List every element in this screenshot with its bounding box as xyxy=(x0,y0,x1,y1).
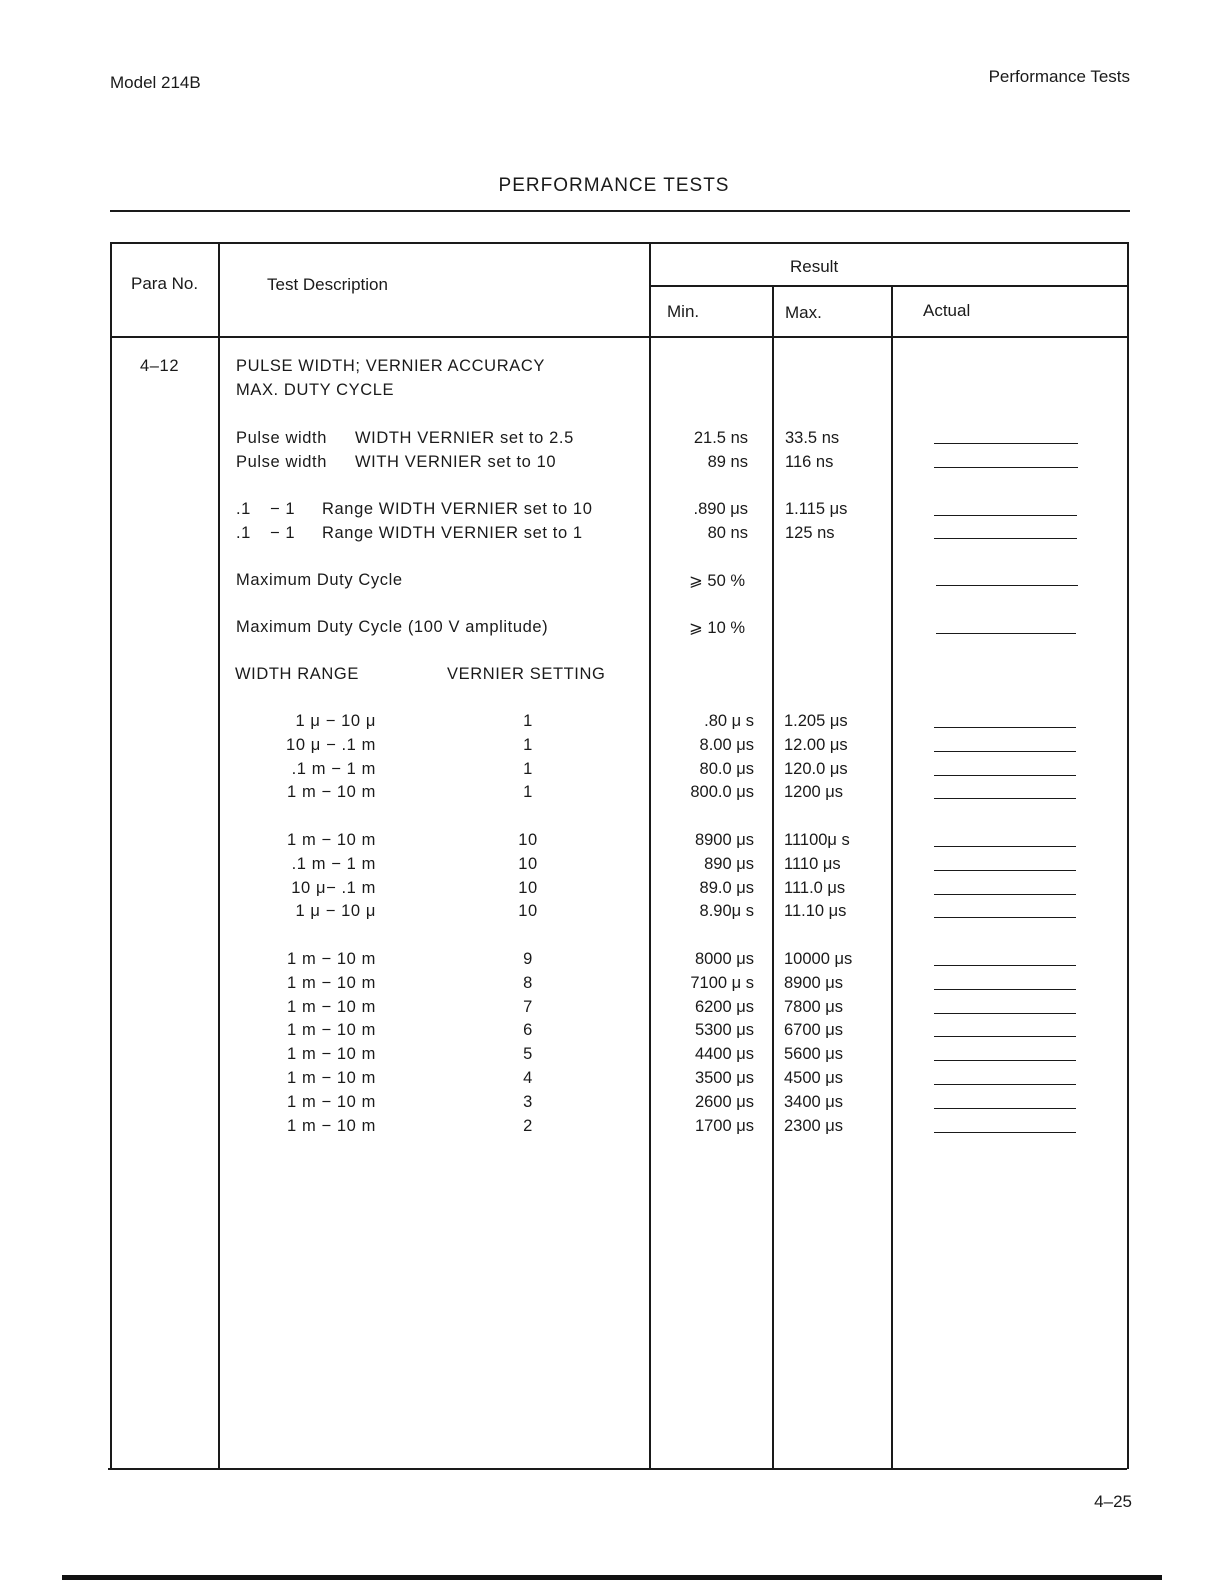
max-value: 33.5 ns xyxy=(785,429,840,447)
scan-edge-bar xyxy=(62,1575,1162,1580)
max-value: 1.115 μs xyxy=(785,500,848,518)
actual-entry-line xyxy=(934,798,1076,799)
row-label: Maximum Duty Cycle (100 V amplitude) xyxy=(236,618,549,636)
table-right-border xyxy=(1127,242,1129,1469)
vernier-setting: 1 xyxy=(523,759,533,778)
width-range: .1 m − 1 m xyxy=(291,759,376,778)
width-range: 1 m − 10 m xyxy=(287,973,376,992)
max-value: 1200 μs xyxy=(784,783,844,802)
actual-entry-line xyxy=(934,1132,1076,1133)
min-value: 2600 μs xyxy=(694,1092,754,1111)
actual-entry-line xyxy=(934,870,1076,871)
min-value: 21.5 ns xyxy=(693,429,748,447)
max-value: 10000 μs xyxy=(784,950,853,968)
min-value: 1700 μs xyxy=(694,1116,754,1135)
model-label: Model 214B xyxy=(110,73,201,92)
min-value: 6200 μs xyxy=(694,997,754,1016)
min-value: 89.0 μs xyxy=(699,878,754,897)
width-range: 1 m − 10 m xyxy=(287,1092,376,1111)
row-label: Pulse width xyxy=(236,429,327,447)
actual-entry-line xyxy=(934,917,1076,918)
vernier-setting: 10 xyxy=(518,854,538,873)
width-range: 1 m − 10 m xyxy=(287,997,376,1016)
width-range: 1 m − 10 m xyxy=(287,831,376,849)
col-max-header: Max. xyxy=(785,303,822,322)
width-range: .1 m − 1 m xyxy=(291,854,376,873)
width-range: 1 m − 10 m xyxy=(287,1116,376,1135)
min-value: .890 μs xyxy=(693,500,748,518)
width-range: 1 m − 10 m xyxy=(287,783,376,802)
width-range: 1 m − 10 m xyxy=(287,1069,376,1087)
max-value: 11100μ s xyxy=(784,831,850,849)
max-value: 116 ns xyxy=(785,453,834,471)
min-col-divider xyxy=(772,286,774,1469)
actual-entry-line xyxy=(934,1013,1076,1014)
max-value: 8900 μs xyxy=(784,973,844,992)
row-label: Maximum Duty Cycle xyxy=(236,571,403,589)
range-start: .1 xyxy=(236,524,251,542)
min-value: ⩾ 50 % xyxy=(689,572,746,590)
page-number: 4–25 xyxy=(1094,1492,1132,1511)
max-value: 2300 μs xyxy=(784,1116,844,1135)
row-setting: WIDTH VERNIER set to 2.5 xyxy=(355,429,574,447)
min-value: 7100 μ s xyxy=(690,973,754,992)
max-value: 7800 μs xyxy=(784,997,844,1016)
width-range: 10 μ − .1 m xyxy=(286,735,376,754)
width-range: 1 μ − 10 μ xyxy=(295,902,376,921)
max-value: 5600 μs xyxy=(784,1045,844,1064)
result-divider xyxy=(650,285,1129,287)
vernier-setting: 1 xyxy=(523,783,533,802)
header-bottom-border xyxy=(110,336,1129,338)
width-range: 1 m − 10 m xyxy=(287,1021,376,1040)
min-value: 8900 μs xyxy=(694,831,754,849)
width-range: 10 μ− .1 m xyxy=(291,878,376,897)
vernier-setting: 9 xyxy=(523,950,533,968)
min-value: .80 μ s xyxy=(704,712,754,730)
min-value: 80.0 μs xyxy=(699,759,754,778)
vernier-setting: 6 xyxy=(523,1021,533,1040)
col-result-header: Result xyxy=(790,257,839,276)
actual-entry-line xyxy=(934,515,1077,516)
para-number: 4–12 xyxy=(140,357,180,375)
width-range-subheader: WIDTH RANGE xyxy=(235,665,359,683)
vernier-setting: 10 xyxy=(518,831,538,849)
min-value: 89 ns xyxy=(707,453,748,471)
actual-entry-line xyxy=(936,585,1078,586)
range-start: .1 xyxy=(236,500,251,518)
actual-entry-line xyxy=(934,727,1076,728)
min-value: 8.00 μs xyxy=(699,735,754,754)
vernier-setting: 8 xyxy=(523,973,533,992)
vernier-setting: 4 xyxy=(523,1069,533,1087)
actual-entry-line xyxy=(934,965,1076,966)
section-label: Performance Tests xyxy=(988,67,1130,86)
actual-entry-line xyxy=(934,467,1078,468)
min-value: 80 ns xyxy=(707,524,748,542)
test-heading-line-1: PULSE WIDTH; VERNIER ACCURACY xyxy=(236,357,545,375)
actual-entry-line xyxy=(934,894,1076,895)
actual-entry-line xyxy=(934,989,1076,990)
actual-entry-line xyxy=(934,846,1076,847)
width-range: 1 m − 10 m xyxy=(287,1045,376,1064)
max-value: 4500 μs xyxy=(784,1069,844,1087)
vernier-setting-subheader: VERNIER SETTING xyxy=(447,665,606,683)
min-value: 800.0 μs xyxy=(690,783,754,802)
actual-entry-line xyxy=(934,1084,1076,1085)
vernier-setting: 1 xyxy=(523,712,533,730)
max-value: 1.205 μs xyxy=(784,712,848,730)
vernier-setting: 7 xyxy=(523,997,533,1016)
actual-entry-line xyxy=(934,1060,1076,1061)
vernier-setting: 5 xyxy=(523,1045,533,1064)
min-value: 890 μs xyxy=(704,854,754,873)
actual-entry-line xyxy=(934,1036,1076,1037)
title-rule xyxy=(110,210,1130,212)
actual-entry-line xyxy=(934,751,1076,752)
col-min-header: Min. xyxy=(667,302,700,321)
actual-entry-line xyxy=(934,538,1077,539)
desc-col-divider xyxy=(649,242,651,1469)
para-col-divider xyxy=(218,242,220,1469)
min-value: 8000 μs xyxy=(694,950,754,968)
width-range: 1 μ − 10 μ xyxy=(295,712,376,730)
test-heading-line-2: MAX. DUTY CYCLE xyxy=(236,381,395,399)
col-desc-header: Test Description xyxy=(267,275,388,294)
vernier-setting: 3 xyxy=(523,1092,533,1111)
vernier-setting: 2 xyxy=(523,1116,533,1135)
range-end: − 1 xyxy=(270,500,296,518)
min-value: ⩾ 10 % xyxy=(689,619,746,637)
max-col-divider xyxy=(891,286,893,1469)
col-para-header: Para No. xyxy=(131,274,199,293)
max-value: 125 ns xyxy=(785,524,835,542)
max-value: 3400 μs xyxy=(784,1092,844,1111)
col-actual-header: Actual xyxy=(923,301,971,320)
min-value: 4400 μs xyxy=(694,1045,754,1064)
table-bottom-border xyxy=(108,1468,1127,1470)
max-value: 1110 μs xyxy=(784,854,841,873)
row-label: Pulse width xyxy=(236,453,327,471)
row-setting: Range WIDTH VERNIER set to 1 xyxy=(322,524,583,542)
vernier-setting: 10 xyxy=(518,878,538,897)
vernier-setting: 1 xyxy=(523,735,533,754)
actual-entry-line xyxy=(934,443,1078,444)
max-value: 11.10 μs xyxy=(784,902,847,921)
vernier-setting: 10 xyxy=(518,902,538,921)
actual-entry-line xyxy=(936,633,1076,634)
row-setting: Range WIDTH VERNIER set to 10 xyxy=(322,500,593,518)
range-end: − 1 xyxy=(270,524,296,542)
max-value: 120.0 μs xyxy=(784,759,848,778)
min-value: 8.90μ s xyxy=(699,902,754,921)
table-left-border xyxy=(110,242,112,1469)
min-value: 5300 μs xyxy=(694,1021,754,1040)
actual-entry-line xyxy=(934,1108,1076,1109)
row-setting: WITH VERNIER set to 10 xyxy=(355,453,557,471)
actual-entry-line xyxy=(934,775,1076,776)
max-value: 6700 μs xyxy=(784,1021,844,1040)
max-value: 111.0 μs xyxy=(784,878,846,897)
width-range: 1 m − 10 m xyxy=(287,950,376,968)
page-title: PERFORMANCE TESTS xyxy=(498,175,730,196)
min-value: 3500 μs xyxy=(694,1069,754,1087)
table-top-border xyxy=(110,242,1129,244)
max-value: 12.00 μs xyxy=(784,735,848,754)
